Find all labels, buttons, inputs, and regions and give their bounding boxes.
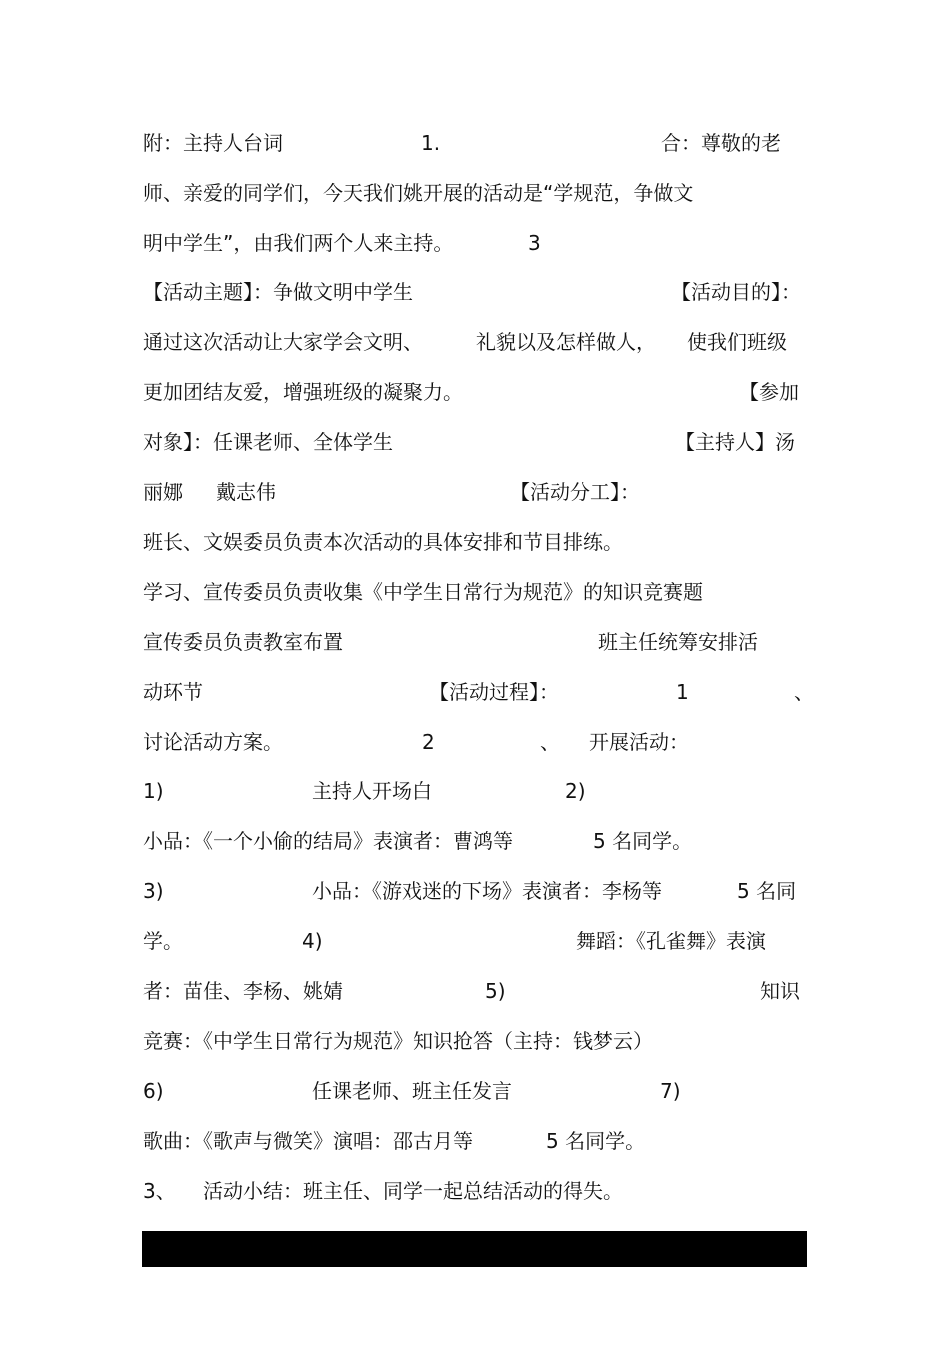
text-segment: 、 [540, 730, 560, 754]
text-segment: 知识 [760, 979, 800, 1003]
text-line [143, 1176, 808, 1206]
text-segment: 礼貌以及怎样做人， [476, 330, 656, 354]
text-segment: 合：尊敬的老 [661, 131, 781, 155]
text-line [143, 826, 808, 856]
redaction-bar [142, 1231, 807, 1267]
text-segment: 开展活动： [589, 730, 689, 754]
text-segment: 学。 [143, 929, 183, 953]
text-segment: 6) [143, 1079, 164, 1103]
text-segment: 5 名同 [737, 879, 797, 903]
text-segment: 3) [143, 879, 164, 903]
text-segment: 5 名同学。 [593, 829, 693, 853]
text-segment: 讨论活动方案。 [143, 730, 283, 754]
text-segment: 4) [302, 929, 323, 953]
text-segment: 明中学生”，由我们两个人来主持。 [143, 231, 454, 255]
text-line [143, 527, 808, 557]
text-segment: 歌曲：《歌声与微笑》演唱：邵古月等 [143, 1129, 473, 1153]
text-segment: 丽娜 [143, 480, 183, 504]
text-segment: 更加团结友爱，增强班级的凝聚力。 [143, 380, 463, 404]
text-segment: 师、亲爱的同学们，今天我们姚开展的活动是“学规范，争做文 [143, 181, 694, 205]
text-segment: 5 名同学。 [546, 1129, 646, 1153]
text-line [143, 926, 808, 956]
text-line [143, 1026, 808, 1056]
text-segment: 【活动主题】：争做文明中学生 [143, 280, 413, 304]
text-segment: 5) [485, 979, 506, 1003]
text-segment: 对象】：任课老师、全体学生 [143, 430, 393, 454]
text-segment: 动环节 [143, 680, 203, 704]
text-line [143, 377, 808, 407]
text-segment: 学习、宣传委员负责收集《中学生日常行为规范》的知识竞赛题 [143, 580, 703, 604]
text-line [143, 776, 808, 806]
text-segment: 者：苗佳、李杨、姚婧 [143, 979, 343, 1003]
text-segment: 1) [143, 779, 164, 803]
text-segment: 活动小结：班主任、同学一起总结活动的得失。 [203, 1179, 623, 1203]
text-line [143, 427, 808, 457]
text-segment: 2 [422, 730, 435, 754]
text-segment: 3、 [143, 1179, 176, 1203]
text-line [143, 178, 808, 208]
text-segment: 3 [528, 231, 541, 255]
text-line [143, 727, 808, 757]
text-segment: 班主任统筹安排活 [598, 630, 758, 654]
text-line [143, 876, 808, 906]
text-segment: 1 [676, 680, 689, 704]
text-segment: 小品：《游戏迷的下场》表演者：李杨等 [312, 879, 662, 903]
text-segment: 【活动目的】： [671, 280, 801, 304]
text-segment: 宣传委员负责教室布置 [143, 630, 343, 654]
text-segment: 竞赛：《中学生日常行为规范》知识抢答（主持：钱梦云） [143, 1029, 653, 1053]
text-segment: 主持人开场白 [312, 779, 432, 803]
text-segment: 【参加 [739, 380, 799, 404]
text-segment: 任课老师、班主任发言 [312, 1079, 512, 1103]
text-line [143, 1076, 808, 1106]
text-line [143, 327, 808, 357]
text-segment: 小品：《一个小偷的结局》表演者：曹鸿等 [143, 829, 513, 853]
text-segment: 【主持人】汤 [675, 430, 795, 454]
text-segment: 【活动过程】： [429, 680, 559, 704]
text-line [143, 277, 808, 307]
text-line [143, 976, 808, 1006]
text-segment: 附：主持人台词 [143, 131, 283, 155]
text-line [143, 477, 808, 507]
text-segment: 通过这次活动让大家学会文明、 [143, 330, 423, 354]
text-line [143, 577, 808, 607]
text-line [143, 228, 808, 258]
text-segment: 使我们班级 [687, 330, 787, 354]
text-line [143, 627, 808, 657]
text-segment: 1. [421, 131, 441, 155]
text-line [143, 128, 808, 158]
text-segment: 班长、文娱委员负责本次活动的具体安排和节目排练。 [143, 530, 623, 554]
text-segment: 戴志伟 [216, 480, 276, 504]
text-line [143, 677, 814, 707]
text-segment: 【活动分工】： [510, 480, 640, 504]
text-segment: 2) [565, 779, 586, 803]
text-segment: 7) [660, 1079, 681, 1103]
text-segment: 、 [794, 680, 814, 704]
text-segment: 舞蹈：《孔雀舞》表演 [576, 929, 766, 953]
text-line [143, 1126, 808, 1156]
